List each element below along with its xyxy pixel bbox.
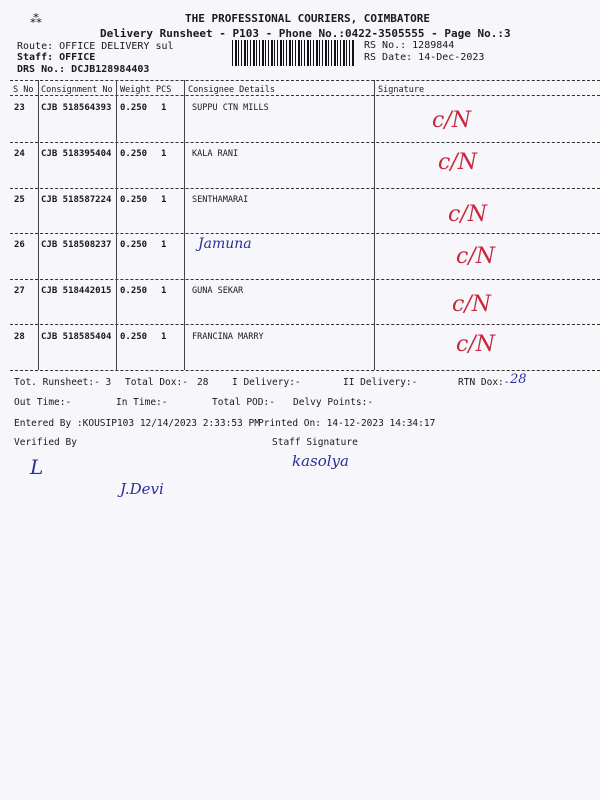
column-divider xyxy=(38,80,39,370)
table-top-rule xyxy=(10,80,600,81)
row-signature: c/N xyxy=(456,332,495,357)
row-signature: c/N xyxy=(456,244,495,269)
row-rule xyxy=(10,142,600,143)
row-weight: 0.250 xyxy=(120,332,148,342)
row-sno: 24 xyxy=(14,149,25,159)
route-label: Route: OFFICE DELIVERY sul xyxy=(17,41,174,52)
rs-date: RS Date: 14-Dec-2023 xyxy=(364,52,485,63)
corner-mark-icon: ⁂ xyxy=(30,12,42,26)
row-consignee: GUNA SEKAR xyxy=(192,286,244,296)
total-dox-label: Total Dox:- xyxy=(125,377,188,388)
row-sno: 28 xyxy=(14,332,25,342)
company-title: THE PROFESSIONAL COURIERS, COIMBATORE xyxy=(185,12,431,25)
row-consignee-handwritten: Jamuna xyxy=(198,236,252,252)
row-consignment: CJB 518395404 xyxy=(41,149,112,159)
rtn-dox-value: 28 xyxy=(510,372,527,387)
row-weight: 0.250 xyxy=(120,195,148,205)
verified-by-label: Verified By xyxy=(14,437,77,448)
column-divider xyxy=(184,80,185,370)
row-rule xyxy=(10,279,600,280)
row-sno: 23 xyxy=(14,103,25,113)
col-header-weight: Weight xyxy=(120,85,151,95)
verified-name-signature: J.Devi xyxy=(120,480,164,498)
row-signature: c/N xyxy=(452,292,491,317)
out-time: Out Time:- xyxy=(14,397,72,408)
col-header-pcs: PCS xyxy=(156,85,172,95)
row-pcs: 1 xyxy=(161,195,167,205)
row-weight: 0.250 xyxy=(120,103,148,113)
row-sno: 27 xyxy=(14,286,25,296)
row-consignment: CJB 518587224 xyxy=(41,195,112,205)
verified-initial-signature: L xyxy=(30,455,44,479)
drs-number: DRS No.: DCJB128984403 xyxy=(17,64,150,75)
row-pcs: 1 xyxy=(161,332,167,342)
row-consignee: SENTHAMARAI xyxy=(192,195,249,205)
column-divider xyxy=(116,80,117,370)
row-rule xyxy=(10,188,600,189)
barcode-icon xyxy=(232,40,354,66)
runsheet-title: Delivery Runsheet - P103 - Phone No.:0422-3505555 - Page No.:3 xyxy=(100,27,511,40)
row-consignment: CJB 518442015 xyxy=(41,286,112,296)
staff-signature: kasolya xyxy=(292,452,349,470)
row-consignment: CJB 518508237 xyxy=(41,240,112,250)
row-consignment: CJB 518585404 xyxy=(41,332,112,342)
in-time: In Time:- xyxy=(116,397,168,408)
total-pod: Total POD:- xyxy=(212,397,275,408)
row-sno: 26 xyxy=(14,240,25,250)
rs-number: RS No.: 1289844 xyxy=(364,40,455,51)
row-weight: 0.250 xyxy=(120,286,148,296)
row-consignee: SUPPU CTN MILLS xyxy=(192,103,269,113)
column-divider xyxy=(374,80,375,370)
row-pcs: 1 xyxy=(161,240,167,250)
table-bottom-rule xyxy=(10,370,600,371)
row-signature: c/N xyxy=(432,108,471,133)
entered-by: Entered By :KOUSIP103 12/14/2023 2:33:53 PM xyxy=(14,418,260,429)
row-rule xyxy=(10,324,600,325)
col-header-consignee: Consignee Details xyxy=(188,85,275,95)
row-pcs: 1 xyxy=(161,149,167,159)
delvy-points: Delvy Points:- xyxy=(293,397,374,408)
row-pcs: 1 xyxy=(161,286,167,296)
row-consignee: KALA RANI xyxy=(192,149,239,159)
ii-delivery: II Delivery:- xyxy=(343,377,418,388)
staff-label: Staff: OFFICE xyxy=(17,52,96,63)
row-pcs: 1 xyxy=(161,103,167,113)
row-weight: 0.250 xyxy=(120,240,148,250)
col-header-sno: S No xyxy=(13,85,34,95)
row-consignment: CJB 518564393 xyxy=(41,103,112,113)
row-weight: 0.250 xyxy=(120,149,148,159)
col-header-signature: Signature xyxy=(378,85,425,95)
col-header-consignment: Consignment No xyxy=(41,85,113,95)
row-rule xyxy=(10,233,600,234)
staff-signature-label: Staff Signature xyxy=(272,437,358,448)
tot-runsheet: Tot. Runsheet:- 3 xyxy=(14,377,112,388)
row-signature: c/N xyxy=(448,202,487,227)
row-signature: c/N xyxy=(438,150,477,175)
printed-on: Printed On: 14-12-2023 14:34:17 xyxy=(258,418,436,429)
header-rule xyxy=(10,95,600,96)
rtn-dox-label: RTN Dox:- xyxy=(458,377,510,388)
row-consignee: FRANCINA MARRY xyxy=(192,332,264,342)
total-dox-value: 28 xyxy=(197,377,209,388)
row-sno: 25 xyxy=(14,195,25,205)
i-delivery: I Delivery:- xyxy=(232,377,301,388)
